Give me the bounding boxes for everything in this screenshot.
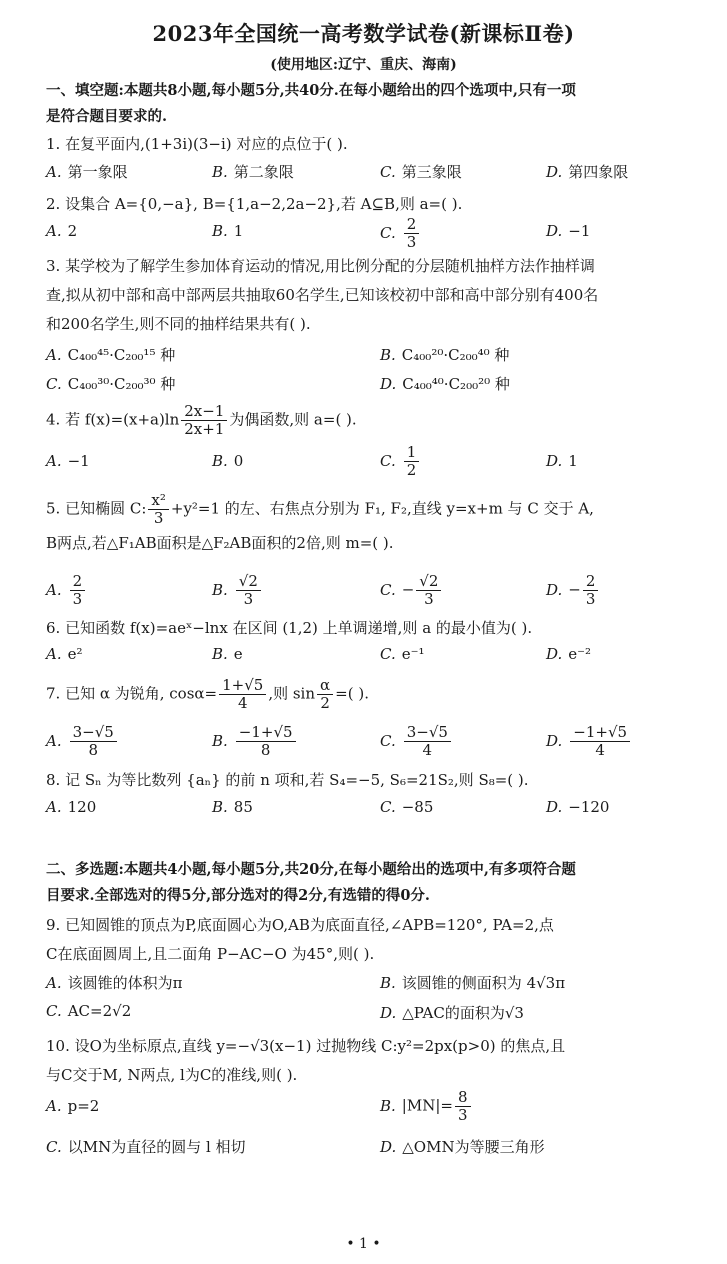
q4-option-c: C. $\frac{1}{2}$ — [380, 444, 421, 479]
q6-option-c: C. e⁻¹ — [380, 645, 425, 663]
q1-stem: 1. 在复平面内,(1+3i)(3−i) 对应的点位于( ). — [46, 135, 348, 153]
q6-option-d: D. e⁻² — [546, 645, 592, 663]
q9-option-a: A. 该圆锥的体积为π — [46, 974, 183, 992]
q9-option-d: D. △PAC的面积为√3 — [380, 1004, 524, 1022]
q10-option-d: D. △OMN为等腰三角形 — [380, 1138, 545, 1156]
page-number: • 1 • — [346, 1236, 381, 1252]
q2-option-b: B. 1 — [212, 222, 244, 240]
q4-option-b: B. 0 — [212, 452, 244, 470]
q3-option-d: D. C₄₀₀⁴⁰·C₂₀₀²⁰ 种 — [380, 375, 510, 393]
q3-option-a: A. C₄₀₀⁴⁵·C₂₀₀¹⁵ 种 — [46, 346, 176, 364]
q8-option-c: C. −85 — [380, 798, 434, 816]
q10-option-a: A. p=2 — [46, 1097, 100, 1115]
q7-options — [46, 723, 686, 759]
q3-option-b: B. C₄₀₀²⁰·C₂₀₀⁴⁰ 种 — [380, 346, 510, 364]
q3-options-row1 — [46, 344, 686, 372]
q7-option-d: D. $\frac{-1+√5}{4}$ — [546, 724, 632, 759]
q8-option-d: D. −120 — [546, 798, 610, 816]
q2-option-d: D. −1 — [546, 222, 591, 240]
q9-options-row1 — [46, 972, 686, 1000]
q10-option-c: C. 以MN为直径的圆与 l 相切 — [46, 1138, 246, 1156]
q4-stem: 4. 若 f(x)=(x+a)ln $\frac{2x-1}{2x+1}$ 为偶函数,则 a=( ). — [46, 402, 357, 438]
q5-option-c: C. − $\frac{√2}{3}$ — [380, 573, 443, 608]
q5-stem: 5. 已知椭圆 C: $\frac{\text{x²}}{3}$ +y²=1 的左、右焦点分别为 F₁, F₂,直线 y=x+m 与 C 交于 A, B两点,若△F₁AB面积是△F₂AB面积的2倍,则 m=( ). — [46, 491, 594, 552]
q5-options — [46, 572, 686, 608]
q5-option-d: D. − $\frac{2}{3}$ — [546, 573, 600, 608]
section2-heading: 二、多选题:本题共4小题,每小题5分,共20分,在每小题给出的选项中,有多项符合题 目要求.全部选对的得5分,部分选对的得2分,有选错的得0分. — [46, 861, 576, 904]
q8-option-a: A. 120 — [46, 798, 97, 816]
q7-option-b: B. $\frac{-1+√5}{8}$ — [212, 724, 298, 759]
q3-stem: 3. 某学校为了解学生参加体育运动的情况,用比例分配的分层随机抽样方法作抽样调 查,拟从初中部和高中部两层共抽取60名学生,已知该校初中部和高中部分别有400名 和200名学生,则不同的抽样结果共有( ). — [46, 257, 599, 333]
q10-options-row1 — [46, 1088, 686, 1125]
q6-stem: 6. 已知函数 f(x)=aeˣ−lnx 在区间 (1,2) 上单调递增,则 a 的最小值为( ). — [46, 619, 533, 637]
q9-option-b: B. 该圆锥的侧面积为 4√3π — [380, 974, 566, 992]
q5-option-a: A. $\frac{2}{3}$ — [46, 573, 87, 608]
q1-options — [46, 161, 686, 189]
q1-option-a: A. 第一象限 — [46, 163, 128, 181]
q10-options-row2 — [46, 1136, 686, 1164]
q2-stem: 2. 设集合 A={0,−a}, B={1,a−2,2a−2},若 A⊆B,则 a=( ). — [46, 195, 463, 213]
q3-options-row2 — [46, 373, 686, 401]
q5-option-b: B. $\frac{√2}{3}$ — [212, 573, 263, 608]
q4-option-d: D. 1 — [546, 452, 578, 470]
q8-options — [46, 798, 686, 826]
q7-option-a: A. $\frac{3-√5}{8}$ — [46, 724, 119, 759]
q3-option-c: C. C₄₀₀³⁰·C₂₀₀³⁰ 种 — [46, 375, 176, 393]
q4-option-a: A. −1 — [46, 452, 90, 470]
q8-stem: 8. 记 Sₙ 为等比数列 {aₙ} 的前 n 项和,若 S₄=−5, S₆=21S₂,则 S₈=( ). — [46, 771, 529, 789]
q2-option-c: C. $\frac{2}{3}$ — [380, 216, 421, 251]
q9-option-c: C. AC=2√2 — [46, 1002, 132, 1020]
q7-stem: 7. 已知 α 为锐角, cosα= $\frac{1+√5}{4}$ ,则 sin $\frac{\alpha}{2}$ =( ). — [46, 676, 369, 712]
section1-heading: 一、填空题:本题共8小题,每小题5分,共40分.在每小题给出的四个选项中,只有一项 是符合题目要求的. — [46, 82, 576, 125]
q4-options — [46, 443, 686, 480]
q9-stem: 9. 已知圆锥的顶点为P,底面圆心为O,AB为底面直径,∠APB=120°, PA=2,点 C在底面圆周上,且二面角 P−AC−O 为45°,则( ). — [46, 916, 554, 963]
q2-option-a: A. 2 — [46, 222, 78, 240]
q1-option-d: D. 第四象限 — [546, 163, 629, 181]
q1-option-c: C. 第三象限 — [380, 163, 462, 181]
q9-options-row2 — [46, 1002, 686, 1030]
exam-title: 2023年全国统一高考数学试卷(新课标Ⅱ卷) — [152, 21, 575, 46]
q6-option-a: A. e² — [46, 645, 83, 663]
exam-subtitle: (使用地区:辽宁、重庆、海南) — [270, 57, 457, 73]
q2-options — [46, 215, 686, 251]
q6-option-b: B. e — [212, 645, 243, 663]
q6-options — [46, 645, 686, 673]
q10-option-b: B. |MN|= $\frac{8}{3}$ — [380, 1089, 473, 1124]
q1-option-b: B. 第二象限 — [212, 163, 294, 181]
q10-stem: 10. 设O为坐标原点,直线 y=−√3(x−1) 过抛物线 C:y²=2px(p>0) 的焦点,且 与C交于M, N两点, l为C的准线,则( ). — [46, 1037, 566, 1084]
q8-option-b: B. 85 — [212, 798, 253, 816]
q7-option-c: C. $\frac{3-√5}{4}$ — [380, 724, 453, 759]
